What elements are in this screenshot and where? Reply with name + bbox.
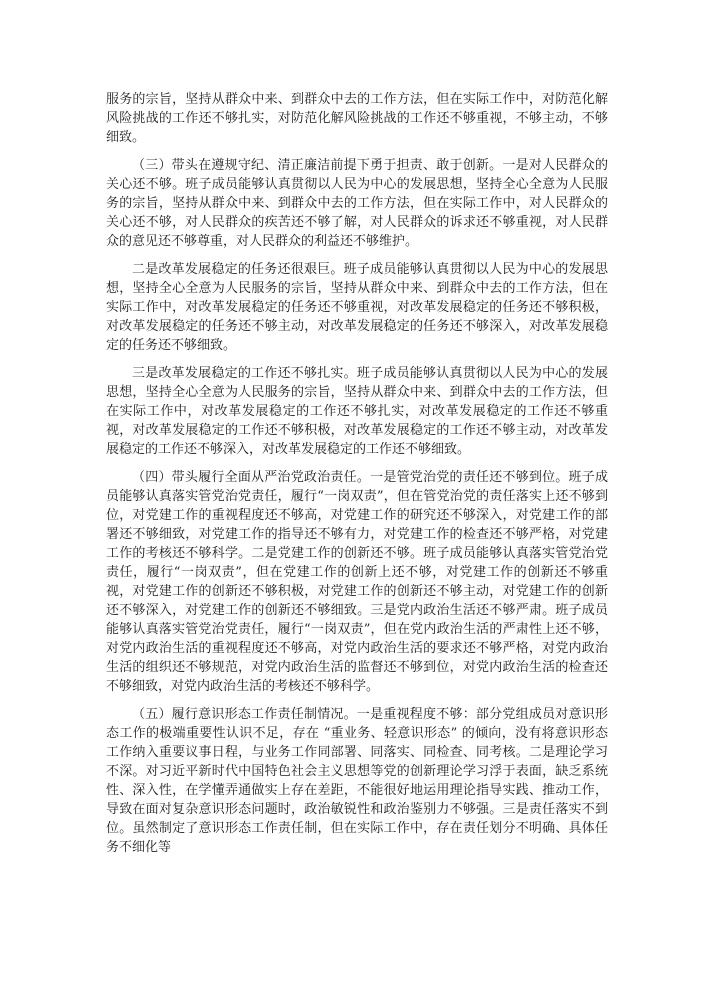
document-body [106, 90, 608, 866]
paragraph-reform-work: 三是改革发展稳定的工作还不够扎实。班子成员能够认真贯彻以人民为中心的发展思想，坚持全心全意为人民服务的宗旨，坚持从群众中来、到群众中去的工作方法，但在实际工作中，对改革发展稳定的工作还不够扎实，对改革发展稳定的工作还不够重视，对改革发展稳定的工作还不够积极，对改革发展稳定的工作还不够主动，对改革发展稳定的工作还不够深入，对改革发展稳定的工作还不够细致。 [106, 366, 608, 457]
paragraph-section-three: （三）带头在遵规守纪、清正廉洁前提下勇于担责、敢于创新。一是对人民群众的关心还不够。班子成员能够认真贯彻以人民为中心的发展思想，坚持全心全意为人民服务的宗旨，坚持从群众中来、到群众中去的工作方法，但在实际工作中，对人民群众的关心还不够，对人民群众的疾苦还不够了解，对人民群众的诉求还不够重视，对人民群众的意见还不够尊重，对人民群众的利益还不够维护。 [106, 158, 608, 249]
paragraph-section-four: （四）带头履行全面从严治党政治责任。一是管党治党的责任还不够到位。班子成员能够认真落实管党治党责任，履行“一岗双责”，但在管党治党的责任落实上还不够到位，对党建工作的重视程度还不够高，对党建工作的研究还不够深入，对党建工作的部署还不够细致，对党建工作的指导还不够有力，对党建工作的检查还不够严格，对党建工作的考核还不够科学。二是党建工作的创新还不够。班子成员能够认真落实管党治党责任，履行“一岗双责”，但在党建工作的创新上还不够，对党建工作的创新还不够重视，对党建工作的创新还不够积极，对党建工作的创新还不够主动，对党建工作的创新还不够深入，对党建工作的创新还不够细致。三是党内政治生活还不够严肃。班子成员能够认真落实管党治党责任，履行“一岗双责”，但在党内政治生活的严肃性上还不够，对党内政治生活的重视程度还不够高，对党内政治生活的要求还不够严格，对党内政治生活的组织还不够规范，对党内政治生活的监督还不够到位，对党内政治生活的检查还不够细致，对党内政治生活的考核还不够科学。 [106, 470, 608, 694]
paragraph-reform-task: 二是改革发展稳定的任务还很艰巨。班子成员能够认真贯彻以人民为中心的发展思想，坚持全心全意为人民服务的宗旨，坚持从群众中来、到群众中去的工作方法，但在实际工作中，对改革发展稳定的任务还不够重视，对改革发展稳定的任务还不够积极，对改革发展稳定的任务还不够主动，对改革发展稳定的任务还不够深入，对改革发展稳定的任务还不够细致。 [106, 262, 608, 353]
paragraph-continuation: 服务的宗旨，坚持从群众中来、到群众中去的工作方法，但在实际工作中，对防范化解风险挑战的工作还不够扎实，对防范化解风险挑战的工作还不够重视，不够主动，不够细致。 [106, 92, 608, 145]
paragraph-section-five: （五）履行意识形态工作责任制情况。一是重视程度不够：部分党组成员对意识形态工作的极端重要性认识不足，存在 “重业务、轻意识形态” 的倾向，没有将意识形态工作纳入重要议事日程，与业务工作同部署、同落实、同检查、同考核。二是理论学习不深。对习近平新时代中国特色社会主义思想等党的创新理论学习浮于表面，缺乏系统性、深入性，在学懂弄通做实上存在差距，不能很好地运用理论指导实践、推动工作，导致在面对复杂意识形态问题时，政治敏锐性和政治鉴别力不够强。三是责任落实不到位。虽然制定了意识形态工作责任制，但在实际工作中，存在责任划分不明确、具体任务不细化等 [106, 707, 608, 855]
